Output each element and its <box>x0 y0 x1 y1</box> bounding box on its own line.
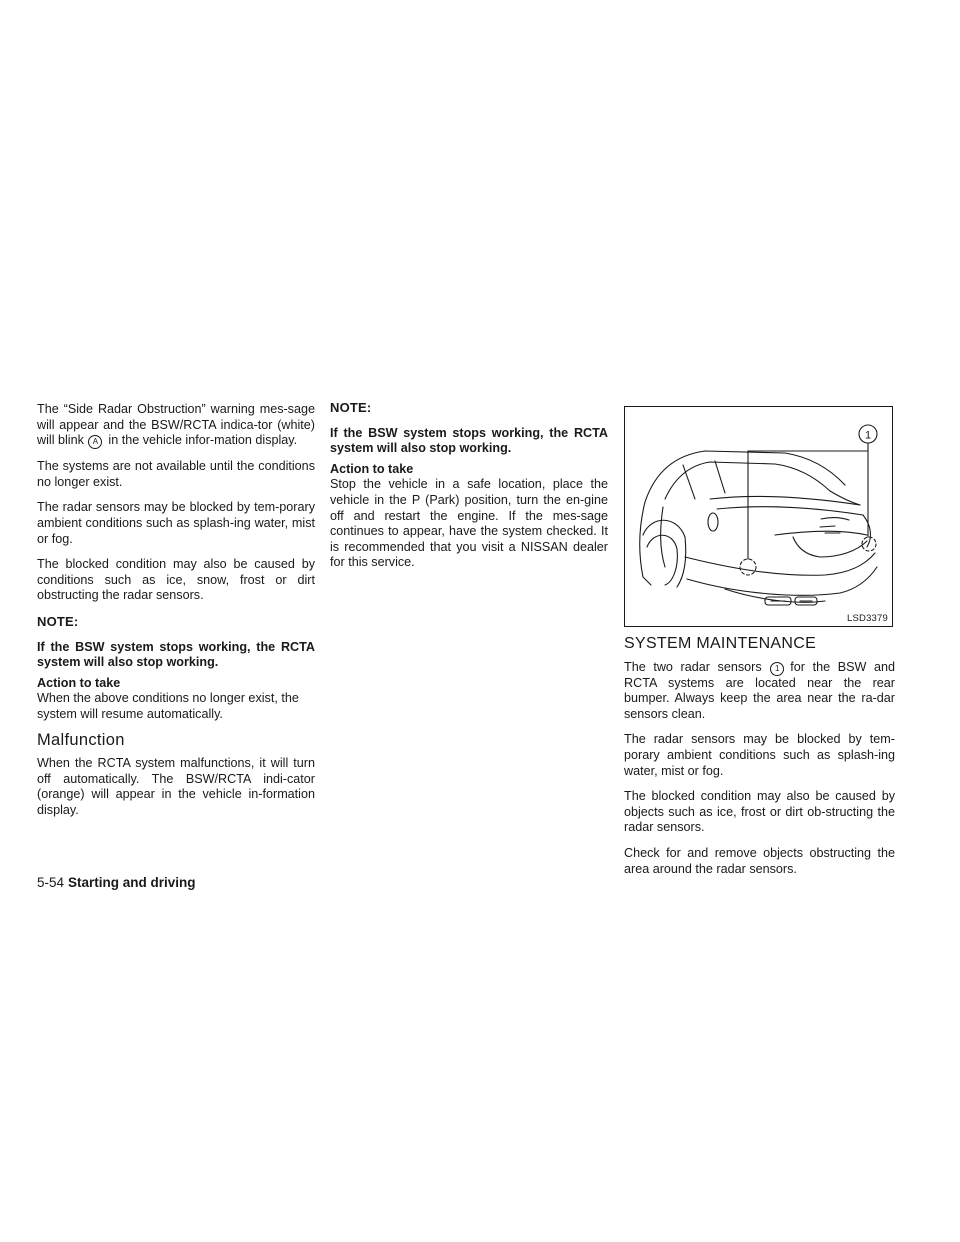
footer-section-title: Starting and driving <box>68 875 196 890</box>
page-footer <box>37 875 196 890</box>
note-text: If the BSW system stops working, the RCTA system will also stop working. <box>37 639 315 670</box>
action-text: When the above conditions no longer exist, the system will resume automatically. <box>37 691 299 721</box>
obstruction-paragraph: The “Side Radar Obstruction” warning mes-sage will appear and the BSW/RCTA indica-tor (white) will blink A in the vehicle infor-mation display. <box>37 402 315 448</box>
car-rear-illustration <box>625 407 892 626</box>
page-number: 5-54 <box>37 875 65 890</box>
malfunction-heading: Malfunction <box>37 730 125 749</box>
sensor-location-paragraph: The two radar sensors 1 for the BSW and RCTA systems are located near the rear bumper. Always keep the area near the ra-dar sensors clean. <box>624 659 896 721</box>
action-title: Action to take <box>330 461 414 476</box>
malfunction-text: When the RCTA system malfunctions, it will turn off automatically. The BSW/RCTA indi-cator (orange) will appear in the vehicle in-formation display. <box>37 756 315 817</box>
left-column <box>37 402 315 828</box>
right-column <box>624 636 895 887</box>
availability-paragraph: The systems are not available until the conditions no longer exist. <box>37 459 315 489</box>
note-title: NOTE: <box>330 400 372 415</box>
sensor-1-marker: 1 <box>770 662 784 676</box>
callout-number: 1 <box>864 429 872 442</box>
blocked-cause-paragraph: The blocked condition may also be caused by conditions such as ice, snow, frost or dirt obstructing the radar sensors. <box>37 557 315 603</box>
note-title: NOTE: <box>37 613 79 629</box>
check-paragraph: Check for and remove objects obstructing the area around the radar sensors. <box>624 845 895 876</box>
system-maintenance-heading: SYSTEM MAINTENANCE <box>624 635 817 652</box>
blocked-paragraph: The radar sensors may be blocked by tem-porary ambient conditions such as splash-ing water, mist or fog. <box>37 500 315 546</box>
middle-column <box>330 402 608 581</box>
indicator-a-marker: A <box>88 435 102 449</box>
note-text: If the BSW system stops working, the RCTA system will also stop working. <box>330 425 608 456</box>
radar-sensor-figure <box>624 406 893 627</box>
action-title: Action to take <box>37 675 121 690</box>
figure-code: LSD3379 <box>846 613 888 624</box>
blocked-cause-paragraph: The blocked condition may also be caused by objects such as ice, frost or dirt ob-structing the radar sensors. <box>624 789 895 835</box>
blocked-paragraph: The radar sensors may be blocked by tem-porary ambient conditions such as splash-ing water, mist or fog. <box>624 732 895 778</box>
action-text: Stop the vehicle in a safe location, place the vehicle in the P (Park) position, turn the en-gine off and restart the engine. If the mes-sage continues to appear, have the system checked. It is recommended that you visit a NISSAN dealer for this service. <box>330 477 608 570</box>
